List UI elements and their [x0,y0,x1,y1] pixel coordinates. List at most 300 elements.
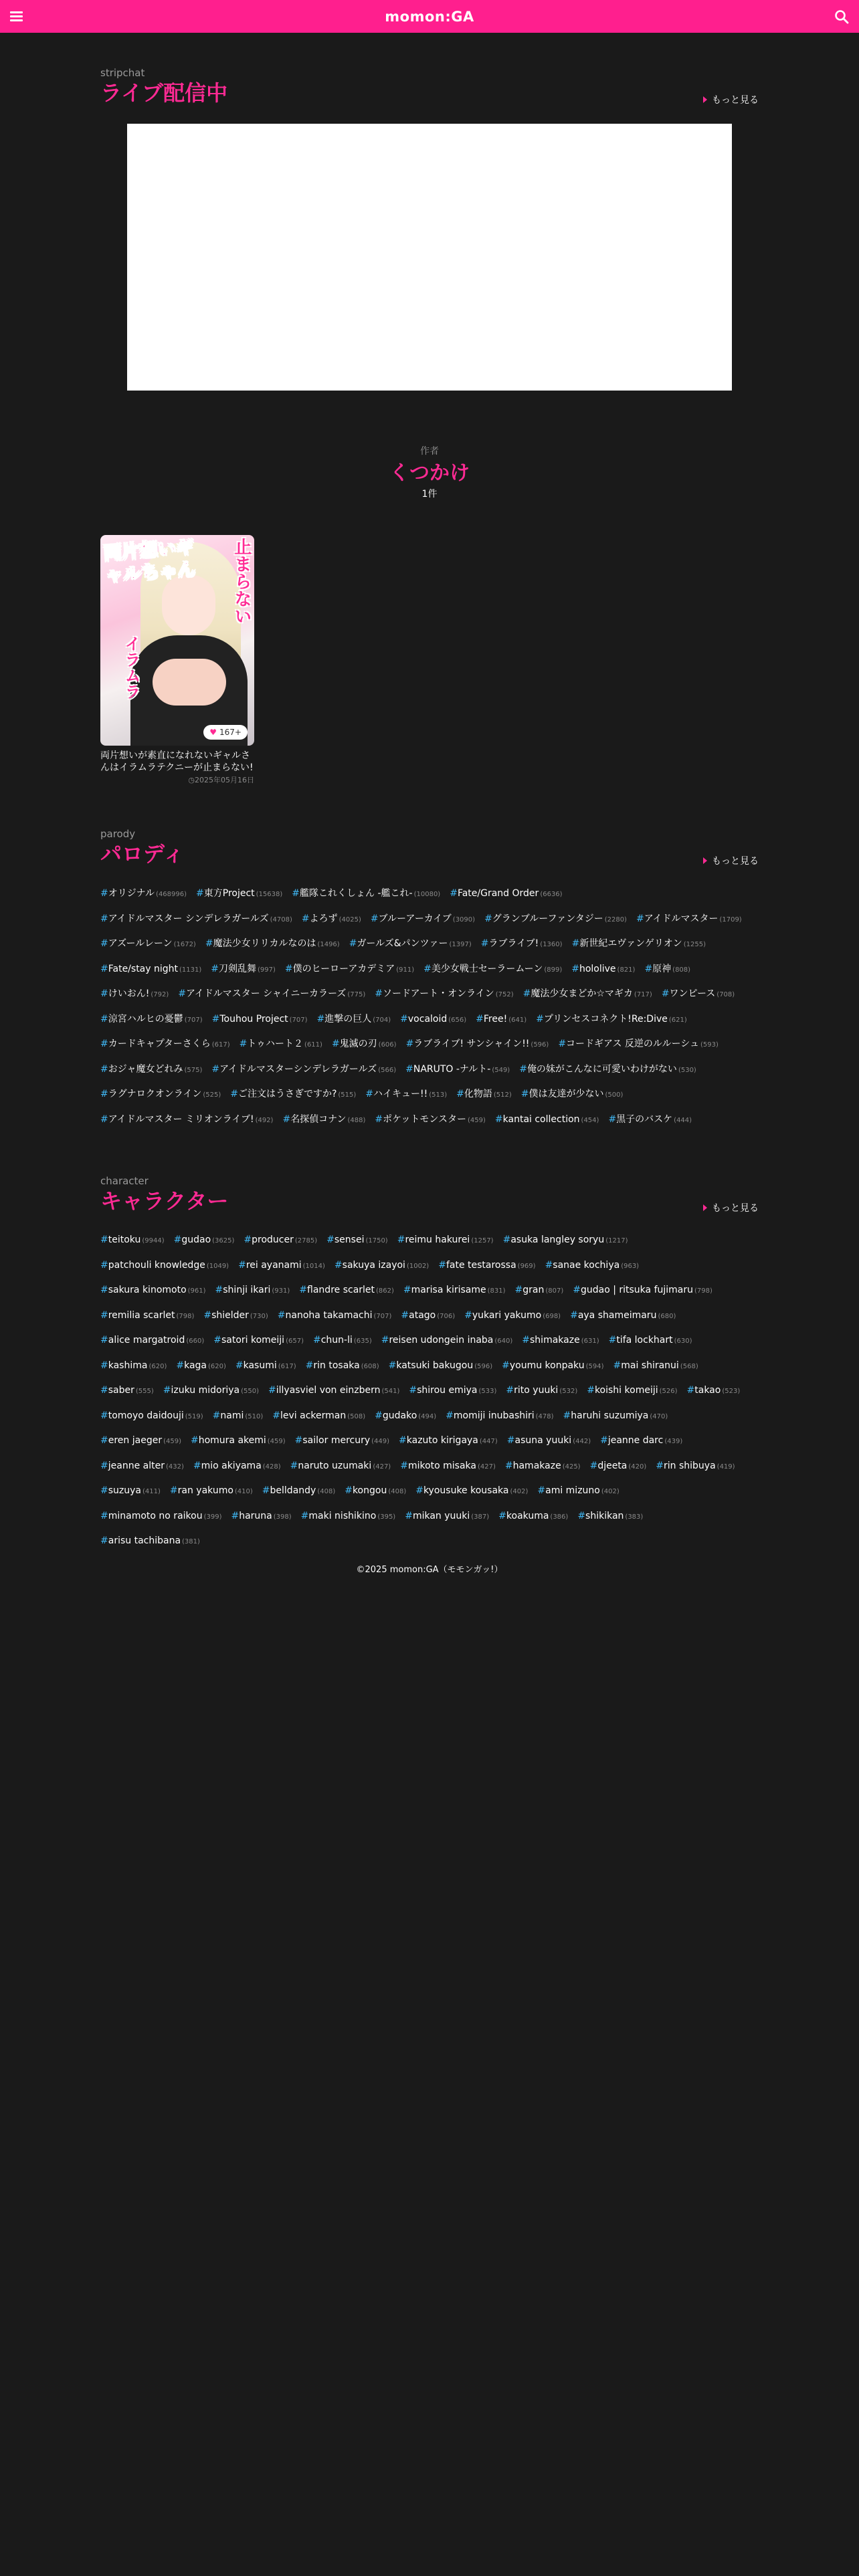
parody-tag[interactable] [558,1032,719,1057]
parody-tag[interactable] [100,957,201,982]
triangle-right-icon [703,1204,707,1211]
parody-tag[interactable] [317,1007,391,1033]
hash-icon: # [520,1089,529,1099]
character-tag[interactable] [609,1328,692,1354]
character-tag[interactable] [515,1278,564,1303]
parody-tag[interactable] [519,1057,696,1083]
tag-name: jeanne darc [607,1435,664,1446]
tag-count: (500) [605,1091,624,1099]
character-more-link[interactable] [703,1201,759,1214]
tag-count: (411) [142,1488,161,1495]
character-tag[interactable] [278,1303,392,1329]
character-tag[interactable] [401,1303,455,1329]
tag-name: illyasviel von einzbern [276,1385,381,1396]
tag-count: (707) [184,1016,203,1024]
character-tag[interactable] [656,1454,735,1479]
tag-count: (1709) [719,916,742,924]
hash-icon: # [686,1385,695,1396]
hash-icon: # [608,1335,617,1346]
parody-more-link[interactable] [703,854,759,867]
hamburger-menu-icon[interactable] [9,9,24,23]
character-tag[interactable] [587,1378,677,1404]
parody-tag[interactable] [423,957,562,982]
parody-tag[interactable] [495,1107,599,1133]
parody-tag[interactable] [100,881,187,907]
tag-name: shielder [211,1309,249,1321]
likes-count: 167+ [219,728,242,737]
character-section [100,1175,759,1214]
hash-icon: # [100,1360,108,1371]
live-more-link[interactable] [703,93,759,106]
tag-name: satori komeiji [221,1335,285,1346]
character-tag[interactable] [577,1504,643,1529]
tag-name: vocaloid [407,1013,448,1025]
tag-count: (512) [493,1091,512,1099]
tag-count: (439) [664,1438,683,1445]
tag-count: (961) [187,1287,206,1295]
tag-count: (410) [234,1488,253,1495]
parody-tag[interactable] [282,1107,365,1133]
tag-count: (3625) [212,1237,235,1245]
parody-tag[interactable] [405,1057,510,1083]
parody-tag[interactable] [636,907,742,932]
character-tag[interactable] [100,1529,200,1554]
character-tag[interactable] [100,1404,203,1429]
character-tag[interactable] [272,1404,365,1429]
tag-count: (831) [487,1287,506,1295]
hash-icon: # [284,963,293,974]
tag-name: yukari yakumo [472,1309,542,1321]
tag-name: takao [694,1385,721,1396]
tag-count: (3090) [452,916,476,924]
tag-name: おジャ魔女どれみ [108,1063,183,1075]
live-more-label: もっと見る [712,95,759,106]
tag-count: (752) [495,991,514,998]
character-tag[interactable] [522,1328,599,1354]
parody-tag[interactable] [571,957,635,982]
character-tag[interactable] [381,1328,513,1354]
character-tag[interactable] [306,1354,379,1379]
tag-name: producer [252,1235,294,1245]
hash-icon: # [506,1385,514,1396]
heart-icon: ♥ [209,728,217,737]
character-tag[interactable] [326,1228,388,1253]
tag-count: (708) [717,991,735,998]
hash-icon: # [100,1535,108,1546]
tag-count: (15638) [256,891,283,898]
character-tag[interactable] [537,1479,619,1504]
parody-tag[interactable] [572,932,706,957]
tag-name: koakuma [506,1510,549,1521]
hash-icon: # [100,913,108,924]
parody-tag[interactable] [178,982,365,1007]
parody-tag[interactable] [211,957,276,982]
parody-tag[interactable] [205,932,340,957]
character-tag[interactable] [570,1303,676,1329]
character-tag[interactable] [100,1354,167,1379]
parody-section [100,828,759,867]
character-tag[interactable] [464,1303,561,1329]
character-tag[interactable] [399,1428,498,1454]
tag-count: (899) [544,966,563,974]
hash-icon: # [235,1360,244,1371]
parody-tag[interactable] [375,1107,486,1133]
tag-name: ワンピース [669,988,716,999]
tag-name: トゥハート２ [247,1039,304,1049]
tag-count: (1750) [365,1237,388,1245]
character-tag[interactable] [563,1404,668,1429]
tag-count: (1496) [317,941,340,948]
tag-count: (575) [184,1066,203,1074]
tag-name: 美少女戦士セーラームーン [431,963,543,974]
parody-tag[interactable] [521,1082,624,1107]
hash-icon: # [349,938,357,949]
tag-name: アイドルマスター シャイニーカラーズ [185,988,347,999]
hash-icon: # [587,1385,595,1396]
character-tag[interactable] [213,1328,304,1354]
parody-tag[interactable] [644,957,690,982]
character-tag[interactable] [505,1454,581,1479]
hash-icon: # [331,1039,340,1049]
author-name: くつかけ [389,461,470,485]
parody-tag[interactable] [476,1007,527,1033]
hash-icon: # [100,988,108,999]
tag-name: reisen udongein inaba [389,1335,494,1346]
hash-icon: # [456,1089,464,1099]
character-tag[interactable] [345,1479,406,1504]
character-tag[interactable] [170,1479,253,1504]
tag-name: flandre scarlet [307,1285,375,1295]
tag-name: marisa kirisame [411,1285,486,1295]
hash-icon: # [100,1285,108,1295]
work-card[interactable] [100,535,254,785]
character-tag[interactable] [446,1404,553,1429]
parody-tag[interactable] [100,1082,221,1107]
character-tag[interactable] [403,1278,506,1303]
hash-icon: # [498,1510,506,1521]
tag-name: 東方Project [203,888,255,899]
parody-tag[interactable] [100,1057,202,1083]
parody-tag[interactable] [481,932,563,957]
character-tag[interactable] [100,1454,184,1479]
parody-tag[interactable] [371,907,475,932]
tag-name: 鬼滅の刃 [339,1039,377,1049]
character-tag[interactable] [503,1228,628,1253]
parody-tag[interactable] [292,881,440,907]
tag-name: haruhi suzumiya [571,1410,649,1421]
parody-tag[interactable] [211,1057,396,1083]
character-tag[interactable] [613,1354,698,1379]
hash-icon: # [100,1039,108,1049]
hash-icon: # [345,1485,353,1496]
hash-icon: # [100,938,108,949]
parody-tag[interactable] [100,1107,273,1133]
hash-icon: # [203,1309,212,1321]
parody-tag[interactable] [100,932,196,957]
character-tag[interactable] [100,1328,204,1354]
parody-tag[interactable] [285,957,414,982]
tag-count: (656) [448,1016,467,1024]
character-tag[interactable] [545,1253,640,1279]
hash-icon: # [100,888,108,899]
hash-icon: # [502,1360,510,1371]
tag-name: カードキャプターさくら [108,1039,211,1049]
hash-icon: # [100,1485,108,1496]
character-tag[interactable] [687,1378,741,1404]
character-tag[interactable] [400,1454,496,1479]
tag-name: mikan yuuki [412,1510,470,1521]
hash-icon: # [300,1510,309,1521]
triangle-right-icon [703,96,707,103]
tag-name: gran [522,1285,545,1295]
tag-count: (717) [634,991,652,998]
character-tag[interactable] [215,1278,290,1303]
tag-count: (526) [659,1388,678,1395]
character-tag[interactable] [507,1428,591,1454]
hash-icon: # [211,1063,220,1075]
parody-section-sub: parody [100,828,136,840]
tag-count: (1257) [471,1237,494,1245]
parody-tag[interactable] [662,982,735,1007]
parody-tag[interactable] [100,907,292,932]
tag-count: (395) [377,1513,396,1521]
character-tag[interactable] [389,1354,493,1379]
character-tag[interactable] [397,1228,494,1253]
tag-name: rin tosaka [313,1360,360,1371]
hash-icon: # [294,1435,303,1446]
tag-count: (449) [371,1438,390,1445]
parody-tag[interactable] [484,907,627,932]
tag-name: 黒子のバスケ [616,1113,673,1125]
character-tag[interactable] [100,1479,161,1504]
hash-icon: # [239,1039,248,1049]
tag-name: hololive [579,963,616,974]
character-tag[interactable] [313,1328,372,1354]
character-tag[interactable] [262,1479,335,1504]
character-tag[interactable] [213,1404,264,1429]
work-thumbnail[interactable] [100,535,254,746]
tag-count: (398) [273,1513,292,1521]
parody-tag[interactable] [240,1032,322,1057]
character-tag[interactable] [193,1454,281,1479]
tag-count: (807) [545,1287,564,1295]
tag-count: (660) [186,1337,205,1345]
tag-count: (2785) [294,1237,318,1245]
character-tag[interactable] [100,1228,165,1253]
tag-count: (608) [361,1362,379,1370]
character-tag[interactable] [176,1354,226,1379]
hash-icon: # [312,1335,321,1346]
tag-count: (963) [621,1262,640,1270]
tag-count: (1049) [206,1262,229,1270]
tag-count: (596) [531,1041,549,1049]
tag-count: (808) [672,966,691,974]
character-tag[interactable] [438,1253,535,1279]
character-tag[interactable] [100,1253,229,1279]
tag-name: haruna [239,1510,272,1521]
parody-tag[interactable] [523,982,652,1007]
parody-tag[interactable] [212,1007,308,1033]
character-section-sub: character [100,1175,149,1187]
parody-tag[interactable] [365,1082,447,1107]
tag-name: rei ayanami [246,1259,302,1271]
tag-count: (508) [347,1412,366,1420]
tag-count: (442) [573,1438,591,1445]
tag-count: (419) [717,1463,735,1471]
tag-name: Fate/Grand Order [457,888,539,899]
hash-icon: # [636,913,644,924]
character-tag[interactable] [573,1278,712,1303]
parody-tag[interactable] [100,1032,230,1057]
tag-count: (1002) [406,1262,430,1270]
character-tag[interactable] [238,1253,325,1279]
character-tag[interactable] [244,1228,317,1253]
character-tag[interactable] [301,1504,396,1529]
character-tag[interactable] [100,1504,221,1529]
hash-icon: # [173,1235,182,1245]
parody-section-title: パロディ [100,841,185,867]
hash-icon: # [536,1013,544,1025]
character-tag[interactable] [203,1303,268,1329]
tag-name: koishi komeiji [594,1385,658,1396]
hash-icon: # [403,1285,411,1295]
hash-icon: # [375,1113,383,1125]
character-tag[interactable] [231,1504,291,1529]
character-tag[interactable] [415,1479,528,1504]
character-tag[interactable] [498,1504,568,1529]
hash-icon: # [100,1385,108,1396]
parody-tag[interactable] [400,1007,466,1033]
character-tag[interactable] [235,1354,296,1379]
tag-count: (515) [338,1091,357,1099]
character-tag[interactable] [600,1428,682,1454]
parody-tag[interactable] [196,881,282,907]
tag-name: mai shiranui [621,1360,679,1371]
character-tag[interactable] [335,1253,429,1279]
character-tag[interactable] [502,1354,603,1379]
tag-name: ポケットモンスター [383,1113,467,1125]
tag-name: けいおん! [108,988,150,999]
hash-icon: # [334,1259,343,1271]
tag-name: kongou [352,1485,387,1496]
tag-count: (468996) [156,891,187,898]
character-tag[interactable] [163,1378,259,1404]
tag-count: (617) [278,1362,296,1370]
tag-name: shirou emiya [417,1385,478,1396]
hash-icon: # [290,1460,298,1471]
site-header [0,0,859,33]
character-tag[interactable] [100,1303,194,1329]
tag-name: mikoto misaka [407,1460,476,1471]
tag-name: 魔法少女まどか☆マギカ [531,988,633,999]
tag-count: (428) [262,1463,281,1471]
tag-name: ソードアート・オンライン [382,988,494,999]
tag-name: arisu tachibana [108,1535,181,1546]
hash-icon: # [571,938,580,949]
hash-icon: # [169,1485,178,1496]
cover-text-2: 止まらない [231,538,252,625]
tag-count: (420) [628,1463,647,1471]
hash-icon: # [365,1089,374,1099]
hash-icon: # [100,1013,108,1025]
tag-count: (606) [378,1041,397,1049]
parody-tag[interactable] [349,932,472,957]
hash-icon: # [450,888,458,899]
character-tag[interactable] [174,1228,235,1253]
tag-name: naruto uzumaki [298,1460,372,1471]
hash-icon: # [211,1013,220,1025]
parody-tag[interactable] [375,982,513,1007]
hash-icon: # [514,1285,523,1295]
character-tag[interactable] [506,1378,577,1404]
character-tag[interactable] [100,1278,206,1303]
hash-icon: # [176,1360,185,1371]
hash-icon: # [100,1089,108,1099]
parody-tag[interactable] [100,1007,203,1033]
tag-name: 名探偵コナン [290,1113,347,1125]
work-title[interactable]: 両片想いが素直になれないギャルさんはイラムラテクニーが止まらない! [100,750,254,773]
tag-count: (631) [581,1337,599,1345]
tag-count: (387) [471,1513,490,1521]
tag-name: jeanne alter [108,1460,165,1471]
tag-name: 魔法少女リリカルなのは [213,938,316,949]
search-icon[interactable] [834,9,850,25]
tag-count: (641) [508,1016,527,1024]
tag-count: (707) [289,1016,308,1024]
tag-name: gudao [181,1235,211,1245]
tag-name: ラブライブ! [488,938,539,949]
parody-tag[interactable] [536,1007,687,1033]
tag-count: (2280) [604,916,627,924]
parody-tag[interactable] [230,1082,356,1107]
character-tag[interactable] [590,1454,647,1479]
tag-name: アズールレーン [108,938,173,949]
hash-icon: # [299,1285,308,1295]
tag-count: (523) [722,1388,741,1395]
parody-tag[interactable] [456,1082,512,1107]
hash-icon: # [262,1485,270,1496]
character-tag[interactable] [295,1428,389,1454]
character-tag[interactable] [100,1428,181,1454]
character-tag[interactable] [405,1504,489,1529]
parody-tag[interactable] [450,881,562,907]
character-tag[interactable] [409,1378,496,1404]
hash-icon: # [316,1013,325,1025]
live-stream-frame[interactable] [127,124,732,391]
tag-count: (6636) [540,891,563,898]
character-tag[interactable] [100,1378,154,1404]
hash-icon: # [644,963,653,974]
character-tag[interactable] [375,1404,436,1429]
character-tag[interactable] [191,1428,286,1454]
parody-tag[interactable] [332,1032,397,1057]
parody-tag[interactable] [100,982,169,1007]
tag-count: (470) [650,1412,668,1420]
tag-name: belldandy [270,1485,316,1496]
hash-icon: # [100,1410,108,1421]
tag-count: (494) [418,1412,437,1420]
character-tag[interactable] [290,1454,391,1479]
parody-tag[interactable] [608,1107,692,1133]
character-tag[interactable] [299,1278,394,1303]
site-logo[interactable]: momon:GA [385,8,474,25]
character-tag[interactable] [268,1378,399,1404]
parody-tag[interactable] [302,907,361,932]
live-section-sub: stripchat [100,67,145,79]
hash-icon: # [405,1063,413,1075]
parody-tag[interactable] [406,1032,549,1057]
tag-count: (4708) [270,916,292,924]
